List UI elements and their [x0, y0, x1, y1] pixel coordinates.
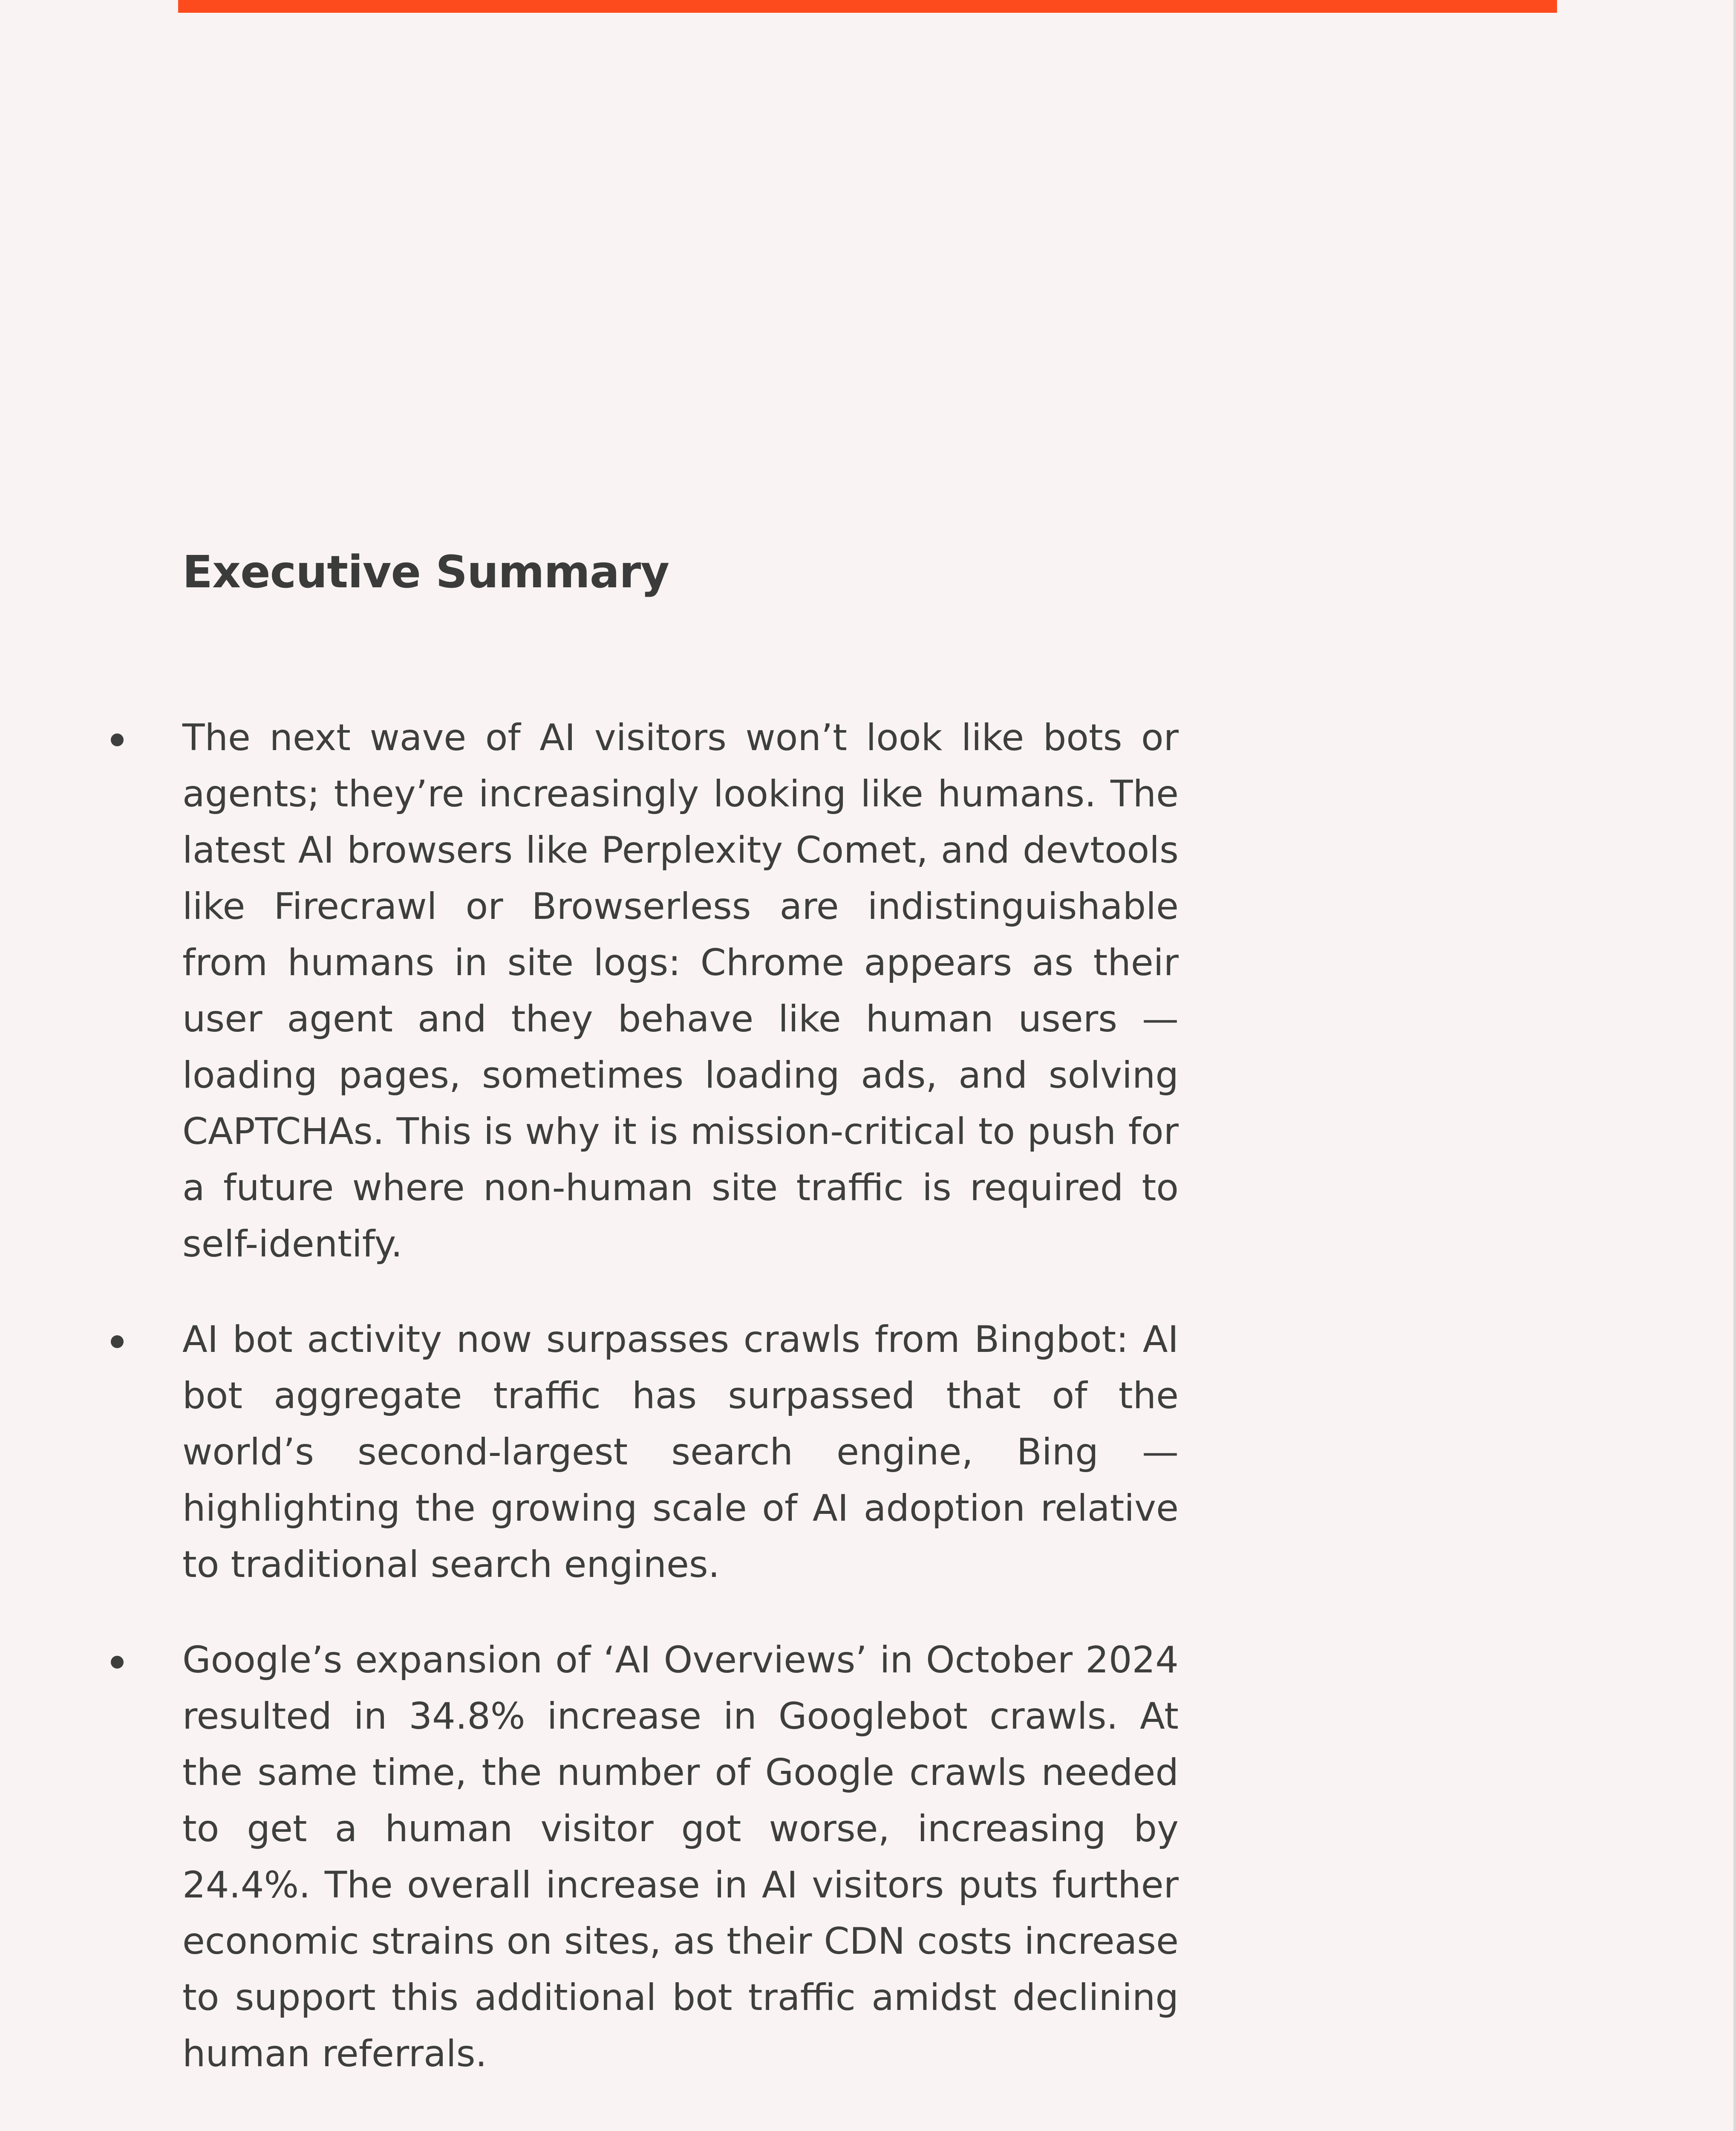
list-item	[182, 1311, 1179, 1593]
page-right-edge	[1733, 0, 1736, 2131]
bullet-icon	[111, 733, 124, 746]
list-item-text: Google’s expansion of ‘AI Overviews’ in October 2024 resulted in 34.8% increase in Googlebot crawls. At the same time, the number of Google crawls needed to get a human visitor got worse, increasing by 24.4%. The overall increase in AI visitors puts further economic strains on sites, as their CDN costs increase to support this additional bot traffic amidst declining human referrals.	[182, 1639, 1179, 2075]
list-item	[182, 710, 1179, 1272]
list-item-text: AI bot activity now surpasses crawls from Bingbot: AI bot aggregate traffic has surpassed that of the world’s second-largest search engine, Bing — highlighting the growing scale of AI adoption relative to traditional search engines.	[182, 1318, 1179, 1586]
page-title: Executive Summary	[182, 546, 669, 598]
bullet-icon	[111, 1335, 124, 1348]
list-item	[182, 1632, 1179, 2082]
top-accent-bar	[178, 0, 1557, 13]
summary-list	[182, 710, 1179, 2121]
bullet-icon	[111, 1656, 124, 1669]
list-item-text: The next wave of AI visitors won’t look like bots or agents; they’re increasingly looking like humans. The latest AI browsers like Perplexity Comet, and devtools like Firecrawl or Browserless are indistinguishable from humans in site logs: Chrome appears as their user agent and they behave like human users — loading pages, sometimes loading ads, and solving CAPTCHAs. This is why it is mission-critical to push for a future where non-human site traffic is required to self-identify.	[182, 716, 1179, 1265]
